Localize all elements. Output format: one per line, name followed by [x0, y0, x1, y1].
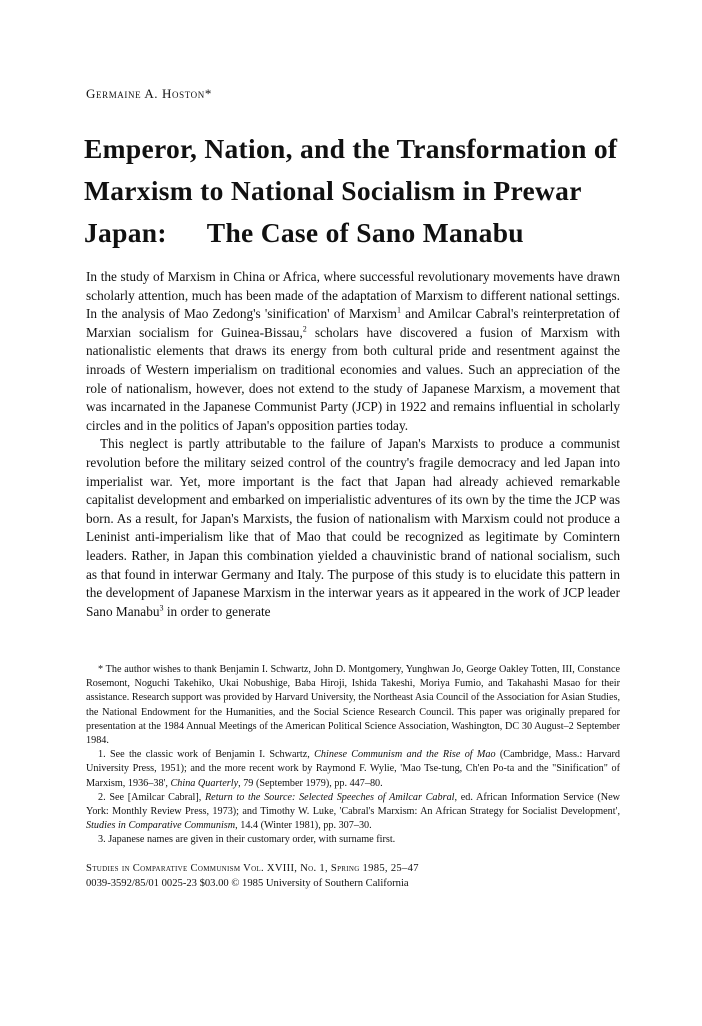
copyright-line: 0039-3592/85/01 0025-23 $03.00 © 1985 University of Southern California — [86, 878, 409, 889]
footnote-1-text-b: (Cambridge, Mass.: Harvard University Press, 1951); and the more recent work by Raymond F. Wylie, 'Mao Tse-tung, Ch'en Po-ta and the "Sinification" of Marxism, 1936–38', — [86, 749, 620, 789]
p1-text-c: scholars have discovered a fusion of Marxism with nationalistic elements that draws its energy from both cultural pride and resentment against the inroads of Western imperialism on traditional economies and values. Such an appreciation of the role of nationalism, however, does not extend to the study of Japanese Marxism, a movement that was incarnated in the Japanese Communist Party (JCP) in 1922 and remains influential in scholarly circles and in the politics of Japan's opposition parties today. — [86, 324, 620, 433]
footnote-1-text-c: , 79 (September 1979), pp. 447–80. — [238, 777, 383, 789]
footnote-3: 3. Japanese names are given in their customary order, with surname first. — [98, 834, 396, 846]
title-line-2: Marxism to National Socialism in Prewar — [84, 175, 582, 206]
title-line-3-part-b: The Case of Sano Manabu — [206, 217, 524, 248]
author-name: Germaine A. Hoston* — [86, 86, 212, 101]
body-paragraph-1 — [86, 268, 620, 435]
footnote-ref-1: 1 — [396, 305, 401, 315]
footnote-1 — [86, 748, 620, 791]
footnote-ref-3: 3 — [159, 603, 164, 613]
footnote-2-text-c: , 14.4 (Winter 1981), pp. 307–30. — [235, 820, 372, 832]
p2-text-b: in order to generate — [163, 603, 271, 619]
article-body — [86, 268, 620, 621]
p1-text-a: In the study of Marxism in China or Africa, where successful revolutionary movements have drawn scholarly attention, much has been made of the adaptation of Marxism to different national settings. In the analysis of Mao Zedong's 'sinification' of Marxism — [86, 269, 620, 322]
footnote-ref-2: 2 — [302, 324, 307, 334]
footnote-2-text-a: 2. See [Amilcar Cabral], — [98, 791, 205, 803]
footnote-2-journal-title: Studies in Comparative Communism — [86, 820, 236, 832]
footnote-1-book-title: Chinese Communism and the Rise of Mao — [314, 749, 496, 761]
footnote-1-text-a: 1. See the classic work of Benjamin I. Schwartz, — [98, 749, 315, 761]
footnotes — [86, 663, 620, 848]
title-line-1: Emperor, Nation, and the Transformation of — [84, 133, 618, 164]
footnote-2-book-title: Return to the Source: Selected Speeches of Amilcar Cabral — [204, 791, 455, 803]
footnote-2 — [86, 791, 620, 834]
title-line-3 — [84, 212, 684, 254]
p2-text-a: This neglect is partly attributable to the failure of Japan's Marxists to produce a communist revolution before the military seized control of the country's fragile democracy and led Japan into imperialist war. Yet, more important is the fact that Japan had already achieved remarkable capitalist development and embarked on imperialistic adventures of its own by the time the JCP was born. As a result, for Japan's Marxists, the fusion of nationalism with Marxism could not produce a Leninist anti-imperialism like that of Mao that could be recognized as legitimate by Comintern leaders. Rather, in Japan this combination yielded a chauvinistic brand of national socialism, such as that found in interwar Germany and Italy. The purpose of this study is to elucidate this pattern in the development of Japanese Marxism in the interwar years as it appeared in the work of JCP leader Sano Manabu — [86, 436, 620, 619]
journal-citation: Studies in Comparative Communism Vol. XVIII, No. 1, Spring 1985, 25–47 — [86, 863, 419, 874]
article-title — [84, 128, 684, 254]
body-paragraph-2 — [86, 435, 620, 621]
title-line-3-part-a: Japan: — [84, 217, 167, 248]
p1-text-b: and Amilcar Cabral's reinterpretation of Marxian socialism for Guinea-Bissau, — [86, 306, 620, 340]
footnote-author: * The author wishes to thank Benjamin I. Schwartz, John D. Montgomery, Yunghwan Jo, George Oakley Totten, III, Constance Rosemont, Noguchi Takehiko, Ukai Nobushige, Baba Hiroji, Ishida Takeshi, Moriya Fumio, and Takahashi Masao for their assistance. Research support was provided by Harvard University, the Northeast Asia Council of the Association for Asian Studies, the National Endowment for the Humanities, and the Social Science Research Council. This paper was originally prepared for presentation at the 1984 Annual Meetings of the American Political Science Association, Washington, DC 30 August–2 September 1984. — [86, 664, 620, 747]
journal-info — [86, 861, 646, 891]
footnote-1-journal-title: China Quarterly — [170, 777, 239, 789]
footnote-2-text-b: , ed. African Information Service (New York: Monthly Review Press, 1973); and Timothy W. Luke, 'Cabral's Marxism: An African Strategy for Socialist Development', — [86, 791, 621, 818]
